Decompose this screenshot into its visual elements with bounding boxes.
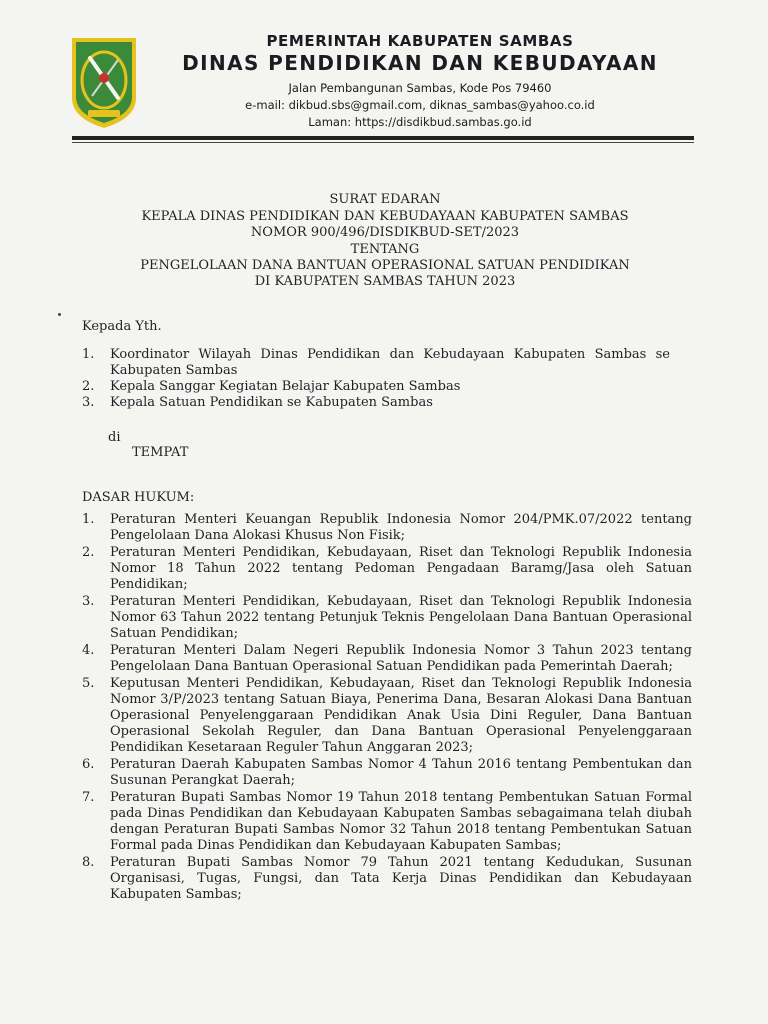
legal-basis-list — [82, 512, 692, 904]
letterhead-address: Jalan Pembangunan Sambas, Kode Pos 79460 — [288, 81, 552, 95]
letterhead-government: PEMERINTAH KABUPATEN SAMBAS — [266, 32, 574, 50]
title-line-1: SURAT EDARAN — [329, 192, 441, 207]
title-subject-2: DI KABUPATEN SAMBAS TAHUN 2023 — [254, 274, 516, 289]
list-item: 4. Peraturan Menteri Dalam Negeri Republik Indonesia Nomor 3 Tahun 2023 tentang Pengelolaan Dana Bantuan Operasional Satuan Pendidikan pada Pemerintah Daerah; — [82, 643, 692, 674]
list-item: 2. Kepala Sanggar Kegiatan Belajar Kabupaten Sambas — [82, 379, 461, 394]
letterhead-website: Laman: https://disdikbud.sambas.go.id — [308, 115, 532, 129]
list-item: 7. Peraturan Bupati Sambas Nomor 19 Tahun 2018 tentang Pembentukan Satuan Formal pada Dinas Pendidikan dan Kebudayaan Kabupaten Sambas sebagaimana telah diubah dengan Peraturan Bupati Sambas Nomor 32 Tahun 2018 tentang Pembentukan Satuan Formal pada Dinas Pendidikan dan Kebudayaan Kabupaten Sambas; — [82, 790, 692, 853]
salutation: Kepada Yth. — [82, 319, 162, 334]
list-item: 2. Peraturan Menteri Pendidikan, Kebudayaan, Riset dan Teknologi Republik Indonesia Nomor 18 Tahun 2022 tentang Pedoman Pengadaan Baramg/Jasa oleh Satuan Pendidikan; — [82, 545, 692, 592]
recipient-di: di — [108, 430, 121, 445]
letterhead-department: DINAS PENDIDIKAN DAN KEBUDAYAAN — [182, 51, 658, 75]
legal-basis-heading: DASAR HUKUM: — [82, 490, 195, 505]
title-line-2: KEPALA DINAS PENDIDIKAN DAN KEBUDAYAAN KABUPATEN SAMBAS — [141, 209, 629, 224]
sambas-regency-logo — [68, 34, 140, 130]
recipient-place: TEMPAT — [132, 445, 189, 460]
letterhead-email: e-mail: dikbud.sbs@gmail.com, diknas_sambas@yahoo.co.id — [245, 98, 595, 112]
list-item: 6. Peraturan Daerah Kabupaten Sambas Nomor 4 Tahun 2016 tentang Pembentukan dan Susunan Perangkat Daerah; — [82, 757, 692, 788]
title-number: NOMOR 900/496/DISDIKBUD-SET/2023 — [250, 225, 520, 240]
title-subject-1: PENGELOLAAN DANA BANTUAN OPERASIONAL SATUAN PENDIDIKAN — [140, 258, 630, 273]
list-item: 1. Peraturan Menteri Keuangan Republik Indonesia Nomor 204/PMK.07/2022 tentang Pengelolaan Dana Alokasi Khusus Non Fisik; — [82, 512, 692, 543]
list-item: 3. Kepala Satuan Pendidikan se Kabupaten Sambas — [82, 395, 433, 410]
letterhead-rule-thin — [72, 142, 694, 143]
list-item: 5. Keputusan Menteri Pendidikan, Kebudayaan, Riset dan Teknologi Republik Indonesia Nomor 3/P/2023 tentang Satuan Biaya, Penerima Dana, Besaran Alokasi Dana Bantuan Operasional Penyelenggaraan Pendidikan Anak Usia Dini Reguler, Dana Bantuan Operasional Sekolah Reguler, dan Dana Bantuan Operasional Penyelenggaraan Pendidikan Kesetaraan Reguler Tahun Anggaran 2023; — [82, 676, 692, 755]
recipient-list — [82, 347, 692, 411]
list-item: 8. Peraturan Bupati Sambas Nomor 79 Tahun 2021 tentang Kedudukan, Susunan Organisasi, Tugas, Fungsi, dan Tata Kerja Dinas Pendidikan dan Kebudayaan Kabupaten Sambas; — [82, 855, 692, 902]
title-line-4: TENTANG — [350, 242, 420, 257]
list-item: 3. Peraturan Menteri Pendidikan, Kebudayaan, Riset dan Teknologi Republik Indonesia Nomor 63 Tahun 2022 tentang Petunjuk Teknis Pengelolaan Dana Bantuan Operasional Satuan Pendidikan; — [82, 594, 692, 641]
letterhead-rule-thick — [72, 136, 694, 140]
scan-speck — [58, 313, 61, 316]
list-item: 1. Koordinator Wilayah Dinas Pendidikan dan Kebudayaan Kabupaten Sambas se Kabupaten Sambas — [82, 347, 670, 378]
